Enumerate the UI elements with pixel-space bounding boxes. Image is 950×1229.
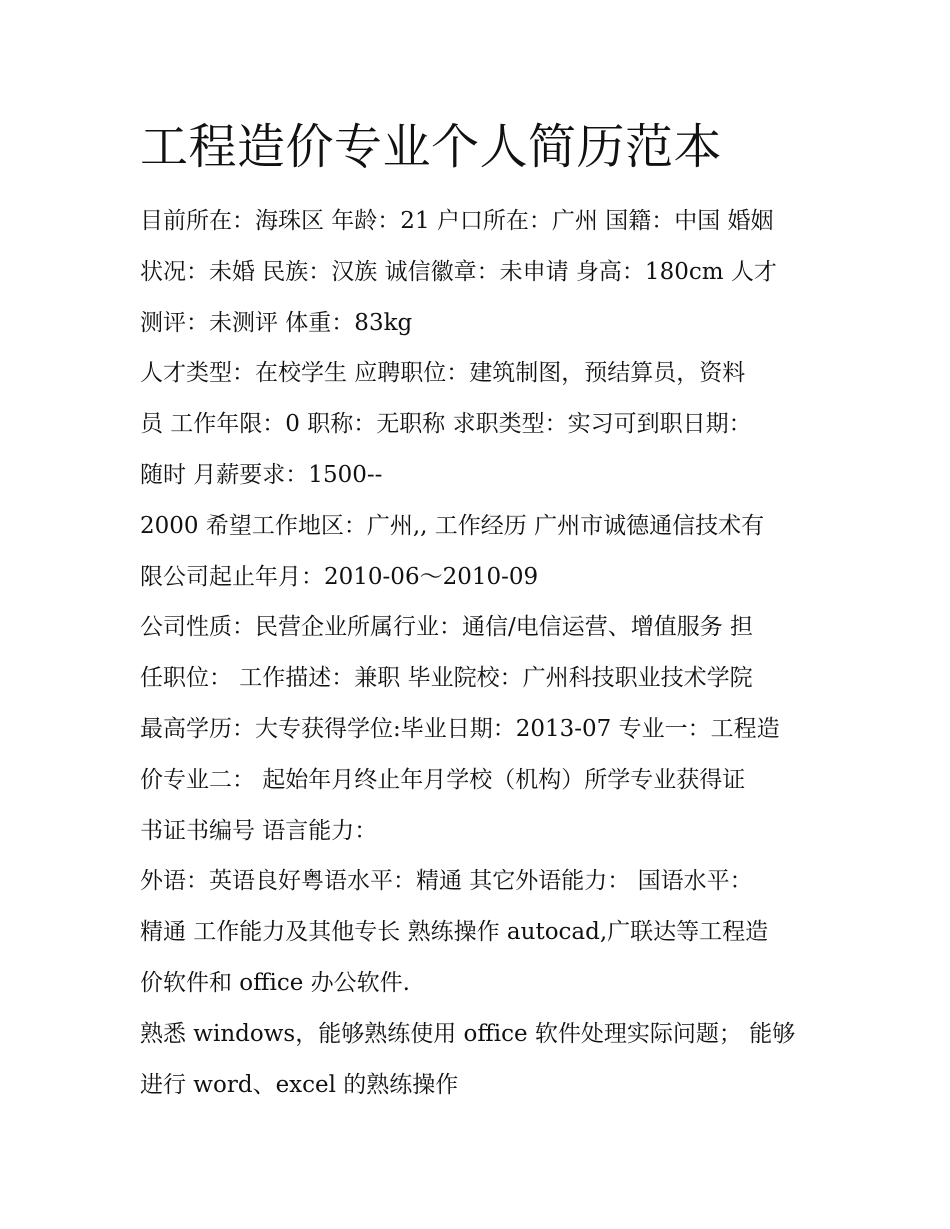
text-line: 熟悉 windows，能够熟练使用 office 软件处理实际问题； 能够 [140, 1020, 796, 1047]
text-line: 最高学历：大专获得学位:毕业日期：2013-07 专业一：工程造 [140, 715, 780, 742]
text-line: 2000 希望工作地区：广州,, 工作经历 广州市诚德通信技术有 [140, 512, 765, 539]
text-line: 目前所在：海珠区 年龄：21 户口所在：广州 国籍：中国 婚姻 [140, 208, 774, 234]
text-line: 价专业二： 起始年月终止年月学校（机构）所学专业获得证 [140, 766, 746, 793]
text-line: 公司性质：民营企业所属行业：通信/电信运营、增值服务 担 [140, 614, 754, 641]
text-line: 精通 工作能力及其他专长 熟练操作 autocad,广联达等工程造 [140, 919, 769, 946]
text-line: 进行 word、excel 的熟练操作 [140, 1071, 459, 1098]
text-line: 随时 月薪要求：1500-- [140, 461, 383, 488]
text-line: 限公司起止年月：2010-06～2010-09 [140, 563, 539, 590]
text-line: 员 工作年限：0 职称：无职称 求职类型：实习可到职日期： [140, 411, 752, 438]
text-line: 测评：未测评 体重：83kg [140, 309, 413, 336]
text-line: 外语：英语良好粤语水平：精通 其它外语能力： 国语水平： [140, 868, 753, 895]
document-title: 工程造价专业个人简历范本 [140, 119, 723, 175]
resume-body [140, 196, 830, 1110]
text-line: 人才类型：在校学生 应聘职位：建筑制图，预结算员，资料 [140, 360, 746, 387]
text-line: 书证书编号 语言能力： [140, 817, 378, 844]
text-line: 价软件和 office 办公软件. [140, 969, 410, 996]
text-line: 任职位： 工作描述：兼职 毕业院校：广州科技职业技术学院 [140, 665, 753, 692]
text-line: 状况：未婚 民族：汉族 诚信徽章：未申请 身高：180cm 人才 [140, 258, 777, 285]
